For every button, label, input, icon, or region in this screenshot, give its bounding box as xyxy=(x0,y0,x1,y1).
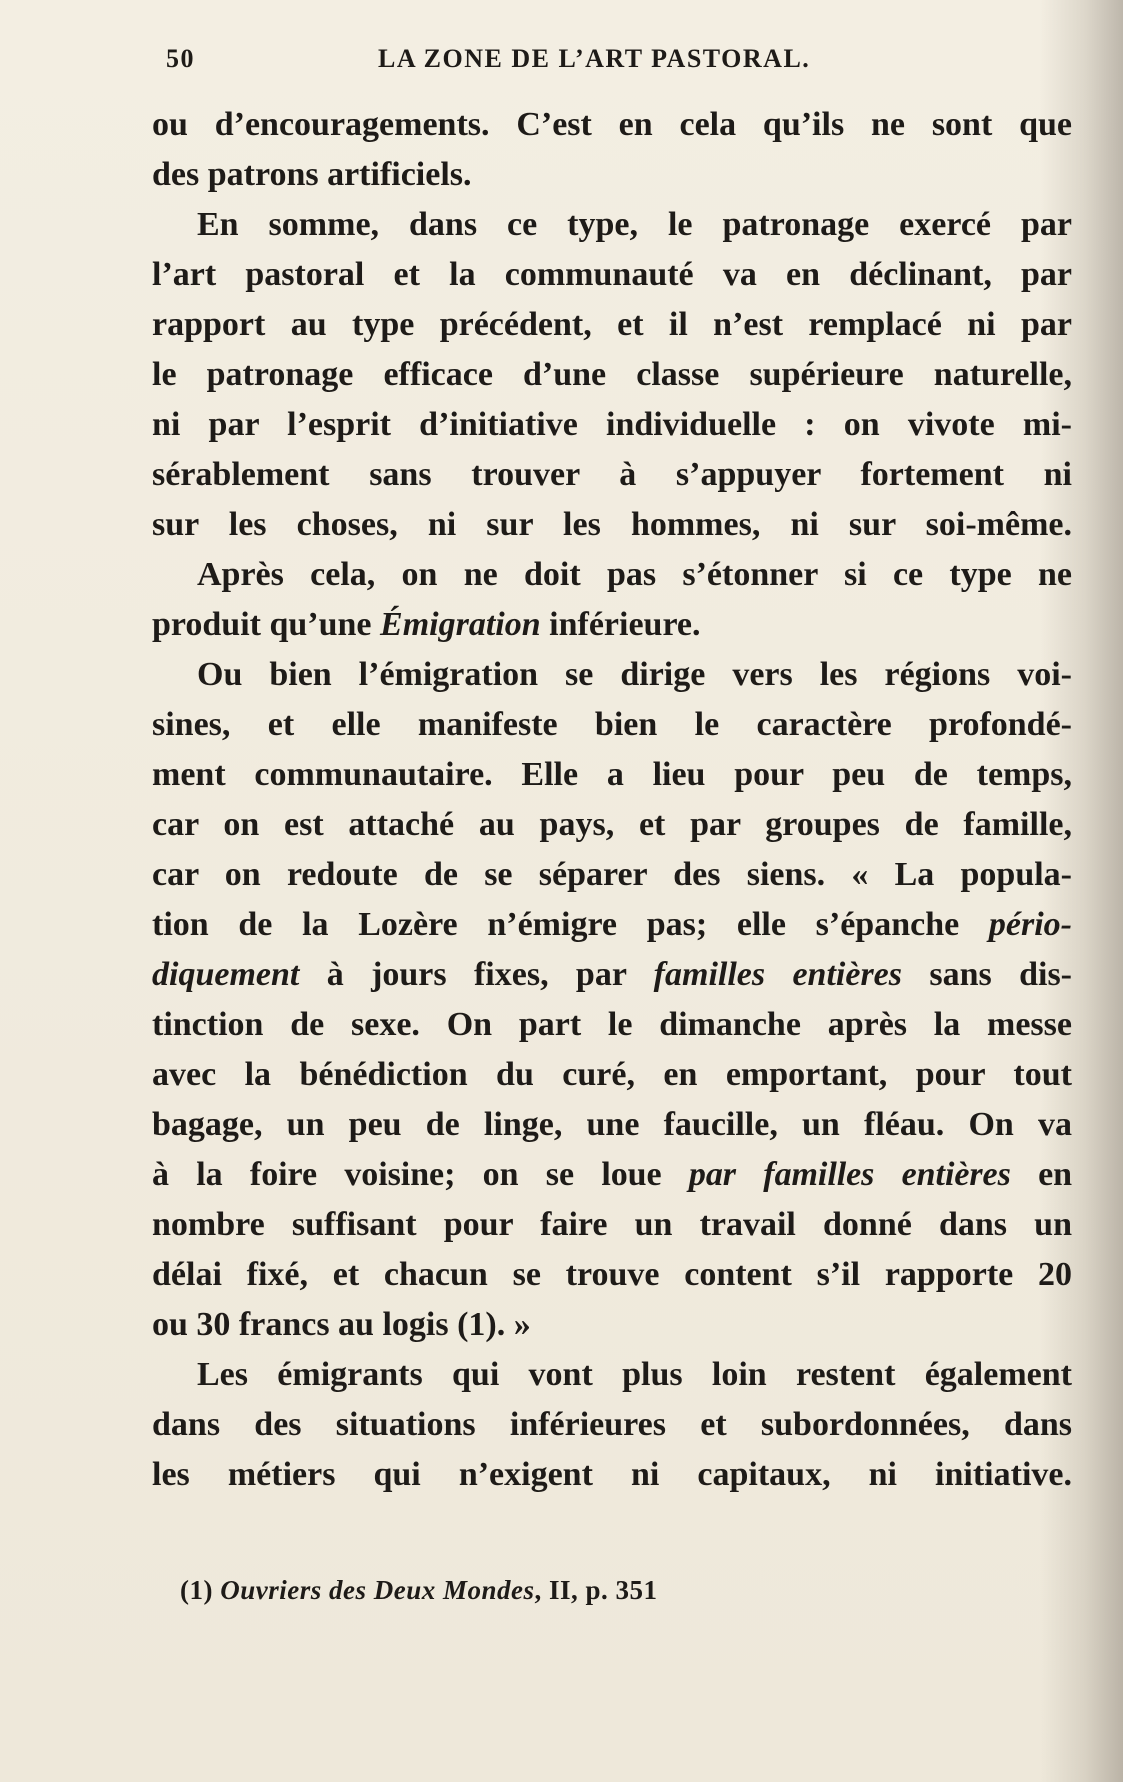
line-text: En somme, dans ce type, le patronage exercé par xyxy=(197,206,1072,243)
italic-text: Émigration xyxy=(380,606,541,643)
line-text: ou d’encouragements. C’est en cela qu’ils ne sont que xyxy=(152,106,1072,143)
line-text: le patronage efficace d’une classe supérieure naturelle, xyxy=(152,356,1072,393)
text-line xyxy=(152,1250,1072,1300)
text-line xyxy=(152,1100,1072,1150)
italic-text: familles entières xyxy=(653,956,902,993)
footnote-title: Ouvriers des Deux Mondes xyxy=(220,1575,535,1605)
line-text: car on est attaché au pays, et par groupes de famille, xyxy=(152,806,1072,843)
text-line xyxy=(152,600,1072,650)
line-text: rapport au type précédent, et il n’est remplacé ni par xyxy=(152,306,1072,343)
text-line xyxy=(152,950,1072,1000)
page-number: 50 xyxy=(166,44,195,73)
text-line xyxy=(152,1150,1072,1200)
text-line xyxy=(152,850,1072,900)
text-line xyxy=(152,750,1072,800)
running-title: LA ZONE DE L’ART PASTORAL. xyxy=(378,44,811,73)
line-text: sines, et elle manifeste bien le caractère profondé- xyxy=(152,706,1072,743)
line-text: produit qu’une xyxy=(152,606,381,643)
text-line xyxy=(152,1050,1072,1100)
line-text: délai fixé, et chacun se trouve content s’il rapporte 20 xyxy=(152,1256,1072,1293)
text-line xyxy=(152,300,1072,350)
text-line xyxy=(152,550,1072,600)
text-line xyxy=(152,500,1072,550)
italic-text: par familles entières xyxy=(688,1156,1011,1193)
page-header xyxy=(166,38,866,78)
text-line xyxy=(152,400,1072,450)
text-line xyxy=(152,1350,1072,1400)
line-text: à jours fixes, par xyxy=(299,956,654,993)
line-text: ni par l’esprit d’initiative individuelle : on vivote mi- xyxy=(152,406,1072,443)
text-line xyxy=(152,350,1072,400)
line-text: Les émigrants qui vont plus loin restent également xyxy=(197,1356,1072,1393)
line-text: tinction de sexe. On part le dimanche après la messe xyxy=(152,1006,1072,1043)
line-text: car on redoute de se séparer des siens. « La popula- xyxy=(152,856,1072,893)
text-line xyxy=(152,650,1072,700)
text-line xyxy=(152,200,1072,250)
line-text: avec la bénédiction du curé, en emportant, pour tout xyxy=(152,1056,1072,1093)
text-line xyxy=(152,800,1072,850)
line-text: nombre suffisant pour faire un travail donné dans un xyxy=(152,1206,1072,1243)
text-line xyxy=(152,1400,1072,1450)
line-text: des patrons artificiels. xyxy=(152,156,472,193)
text-line xyxy=(152,150,1072,200)
line-text: à la foire voisine; on se loue xyxy=(152,1156,689,1193)
text-line xyxy=(152,700,1072,750)
text-line xyxy=(152,900,1072,950)
italic-text: diquement xyxy=(152,956,300,993)
line-text: dans des situations inférieures et subordonnées, dans xyxy=(152,1406,1072,1443)
line-text: ment communautaire. Elle a lieu pour peu de temps, xyxy=(152,756,1072,793)
text-line xyxy=(152,100,1072,150)
text-line xyxy=(152,1450,1072,1500)
line-text: les métiers qui n’exigent ni capitaux, ni initiative. xyxy=(152,1456,1072,1493)
text-line xyxy=(152,1300,1072,1350)
line-text: tion de la Lozère n’émigre pas; elle s’épanche xyxy=(152,906,989,943)
footnote-marker: (1) xyxy=(180,1575,213,1605)
footnote xyxy=(180,1575,658,1606)
line-text: sans dis- xyxy=(902,956,1072,993)
line-text: sur les choses, ni sur les hommes, ni sur soi-même. xyxy=(152,506,1072,543)
line-text: inférieure. xyxy=(540,606,701,643)
text-line xyxy=(152,250,1072,300)
line-text: bagage, un peu de linge, une faucille, un fléau. On va xyxy=(152,1106,1072,1143)
italic-text: pério- xyxy=(988,906,1072,943)
text-line xyxy=(152,1200,1072,1250)
line-text: Après cela, on ne doit pas s’étonner si ce type ne xyxy=(197,556,1072,593)
line-text: sérablement sans trouver à s’appuyer fortement ni xyxy=(152,456,1072,493)
footnote-reference: , II, p. 351 xyxy=(534,1575,658,1605)
line-text: l’art pastoral et la communauté va en déclinant, par xyxy=(152,256,1072,293)
line-text: en xyxy=(1010,1156,1072,1193)
line-text: ou 30 francs au logis (1). » xyxy=(152,1306,531,1343)
text-line xyxy=(152,450,1072,500)
body-text xyxy=(152,100,1072,1500)
line-text: Ou bien l’émigration se dirige vers les régions voi- xyxy=(197,656,1072,693)
text-line xyxy=(152,1000,1072,1050)
